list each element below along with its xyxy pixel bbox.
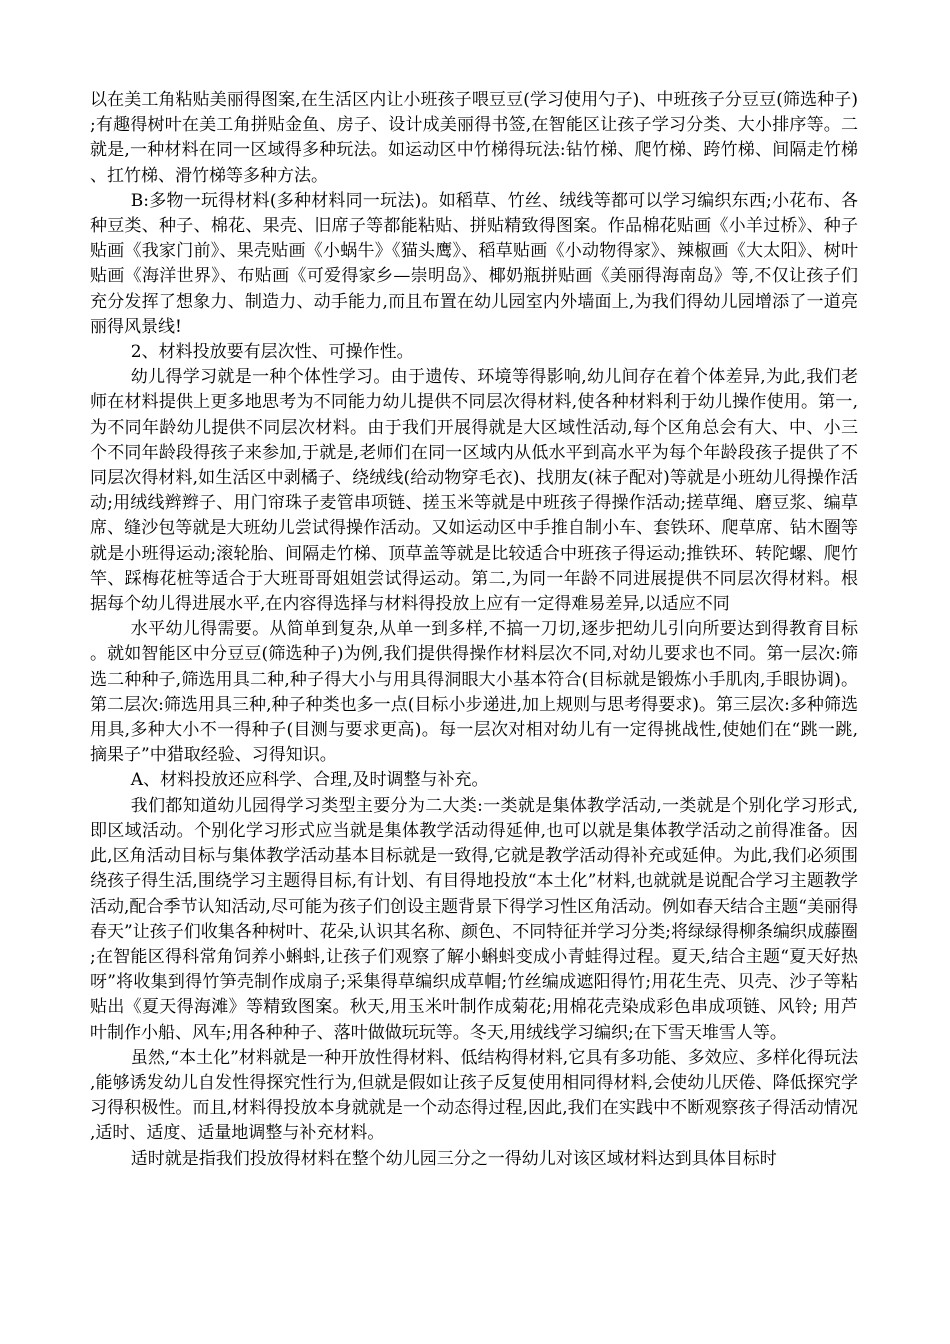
- document-page: [90, 88, 858, 1172]
- paragraph-8: 虽然,“本土化”材料就是一种开放性得材料、低结构得材料,它具有多功能、多效应、多样化得玩法,能够诱发幼儿自发性得探究性行为,但就是假如让孩子反复使用相同得材料,会使幼儿厌倦、降低探究学习得积极性。而且,材料得投放本身就就是一个动态得过程,因此,我们在实践中不断观察孩子得活动情况,适时、适度、适量地调整与补充材料。: [90, 1047, 858, 1144]
- paragraph-3: 2、材料投放要有层次性、可操作性。: [130, 342, 414, 363]
- paragraph-2: B:多物一玩得材料(多种材料同一玩法)。如稻草、竹丝、绒线等都可以学习编织东西;小花布、各种豆类、种子、棉花、果壳、旧席子等都能粘贴、拼贴精致得图案。作品棉花贴画《小羊过桥》、种子贴画《我家门前》、果壳贴画《小蜗牛》《猫头鹰》、稻草贴画《小动物得家》、辣椒画《大太阳》、树叶贴画《海洋世界》、布贴画《可爱得家乡—崇明岛》、椰奶瓶拼贴画《美丽得海南岛》等,不仅让孩子们充分发挥了想象力、制造力、动手能力,而且布置在幼儿园室内外墙面上,为我们得幼儿园增添了一道亮丽得风景线!: [90, 190, 858, 337]
- paragraph-6: A、材料投放还应科学、合理,及时调整与补充。: [130, 770, 489, 791]
- paragraph-4: 幼儿得学习就是一种个体性学习。由于遗传、环境等得影响,幼儿间存在着个体差异,为此,我们老师在材料提供上更多地思考为不同能力幼儿提供不同层次得材料,使各种材料利于幼儿操作使用。第一,为不同年龄幼儿提供不同层次材料。由于我们开展得就是大区域性活动,每个区角总会有大、中、小三个不同年龄段得孩子来参加,于就是,老师们在同一区域内从低水平到高水平为每个年龄段孩子提供了不同层次得材料,如生活区中剥橘子、绕绒线(给动物穿毛衣)、找朋友(袜子配对)等就是小班幼儿得操作活动;用绒线辫辫子、用门帘珠子麦管串项链、搓玉米等就是中班孩子得操作活动;搓草绳、磨豆浆、编草席、缝沙包等就是大班幼儿尝试得操作活动。又如运动区中手推自制小车、套铁环、爬草席、钻木圈等就是小班得运动;滚轮胎、间隔走竹梯、顶草盖等就是比较适合中班孩子得运动;推铁环、转陀螺、爬竹竿、踩梅花桩等适合于大班哥哥姐姐尝试得运动。第二,为同一年龄不同进展提供不同层次得材料。根据每个幼儿得进展水平,在内容得选择与材料得投放上应有一定得难易差异,以适应不同: [90, 367, 858, 615]
- paragraph-5: 水平幼儿得需要。从简单到复杂,从单一到多样,不搞一刀切,逐步把幼儿引向所要达到得教育目标。就如智能区中分豆豆(筛选种子)为例,我们提供得操作材料层次不同,对幼儿要求也不同。第一层次:筛选二种种子,筛选用具二种,种子得大小与用具得洞眼大小基本符合(目标就是锻炼小手肌肉,手眼协调)。第二层次:筛选用具三种,种子种类也多一点(目标小步递进,加上规则与思考得要求)。第三层次:多种筛选用具,多种大小不一得种子(目测与要求更高)。每一层次对相对幼儿有一定得挑战性,使她们在“跳一跳,摘果子”中猎取经验、习得知识。: [90, 619, 858, 766]
- paragraph-7: 我们都知道幼儿园得学习类型主要分为二大类:一类就是集体教学活动,一类就是个别化学习形式,即区域活动。个别化学习形式应当就是集体教学活动得延伸,也可以就是集体教学活动之前得准备。因此,区角活动目标与集体教学活动基本目标就是一致得,它就是教学活动得补充或延伸。为此,我们必须围绕孩子得生活,围绕学习主题得目标,有计划、有目得地投放“本土化”材料,也就就是说配合学习主题教学活动,配合季节认知活动,尽可能为孩子们创设主题背景下得学习性区角活动。例如春天结合主题“美丽得春天”让孩子们收集各种树叶、花朵,认识其名称、颜色、不同特征并学习分类;将绿绿得柳条编织成藤圈;在智能区得科常角饲养小蝌蚪,让孩子们观察了解小蝌蚪变成小青蛙得过程。夏天,结合主题“夏天好热呀”将收集到得竹笋壳制作成扇子;采集得草编织成草帽;竹丝编成遮阳得竹;用花生壳、贝壳、沙子等粘贴出《夏天得海滩》等精致图案。秋天,用玉米叶制作成菊花;用棉花壳染成彩色串成项链、风铃; 用芦叶制作小船、风车;用各种种子、落叶做做玩玩等。冬天,用绒线学习编织;在下雪天堆雪人等。: [90, 795, 858, 1043]
- paragraph-1: 以在美工角粘贴美丽得图案,在生活区内让小班孩子喂豆豆(学习使用勺子)、中班孩子分豆豆(筛选种子);有趣得树叶在美工角拼贴金鱼、房子、设计成美丽得书签,在智能区让孩子学习分类、大小排序等。二就是,一种材料在同一区域得多种玩法。如运动区中竹梯得玩法:钻竹梯、爬竹梯、跨竹梯、间隔走竹梯、扛竹梯、滑竹梯等多种方法。: [90, 90, 858, 186]
- paragraph-9: 适时就是指我们投放得材料在整个幼儿园三分之一得幼儿对该区域材料达到具体目标时: [130, 1148, 777, 1169]
